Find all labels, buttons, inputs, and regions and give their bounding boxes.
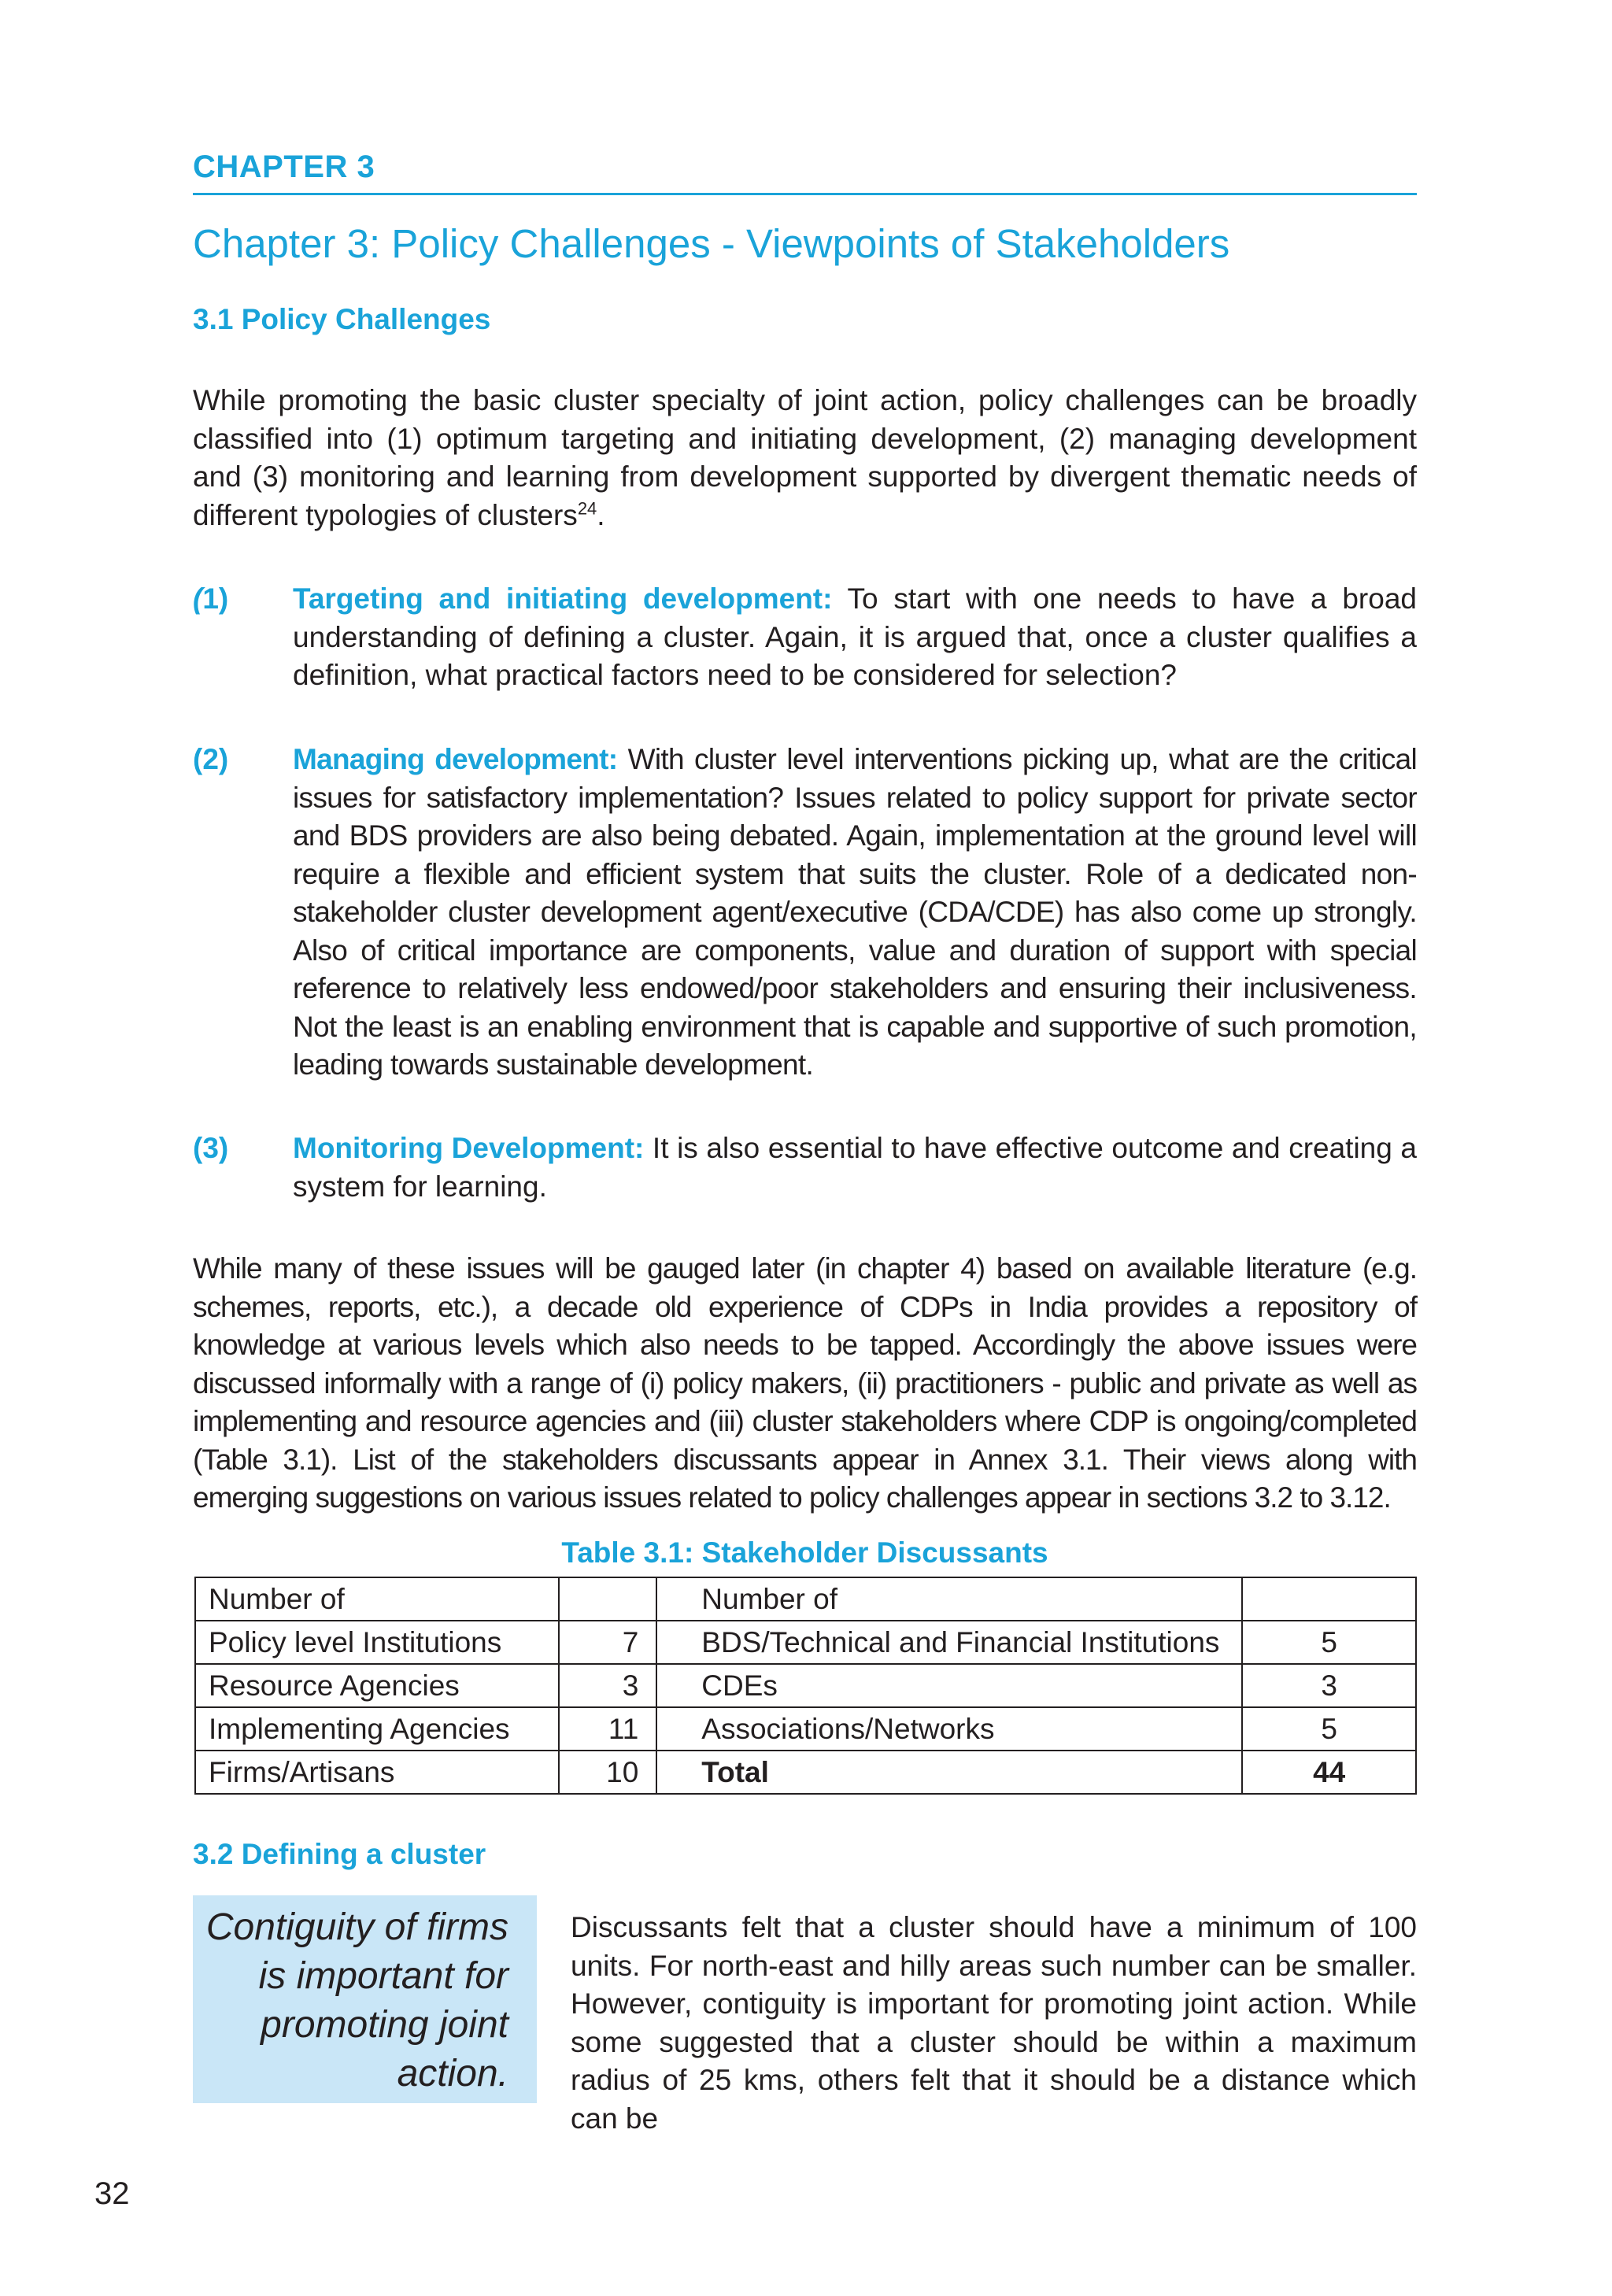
table-cell-category: BDS/Technical and Financial Institutions xyxy=(656,1621,1242,1664)
page-number: 32 xyxy=(94,2176,130,2211)
list-lead-1: Targeting and initiating development: xyxy=(293,582,833,615)
list-number-1 xyxy=(193,580,228,619)
chapter-label: CHAPTER 3 xyxy=(193,150,375,184)
stakeholder-table xyxy=(194,1577,1417,1795)
list-number-1-rest: 1) xyxy=(202,582,229,615)
table-cell-category: Policy level Institutions xyxy=(195,1621,559,1664)
table-cell-category: Resource Agencies xyxy=(195,1664,559,1707)
table-cell-count: 5 xyxy=(1242,1707,1416,1751)
list-number-3: (3) xyxy=(193,1132,229,1164)
intro-paragraph xyxy=(193,382,1417,534)
chapter-title: Chapter 3: Policy Challenges - Viewpoints of Stakeholders xyxy=(193,221,1230,266)
intro-end: . xyxy=(597,498,605,531)
table-cell-count: 7 xyxy=(559,1621,656,1664)
table-cell-count: 3 xyxy=(1242,1664,1416,1707)
list-text-3 xyxy=(293,1130,1417,1206)
list-number-1-paren: ( xyxy=(193,582,203,615)
table-row xyxy=(195,1664,1416,1707)
table-row xyxy=(195,1707,1416,1751)
table-header-left: Number of xyxy=(195,1577,559,1621)
list-body-3: It is also essential to have effective outcome and creating a system for learning. xyxy=(293,1132,1417,1203)
table-cell-category: CDEs xyxy=(656,1664,1242,1707)
list-text-1 xyxy=(293,580,1417,695)
chapter-divider xyxy=(193,193,1417,195)
footnote-ref: 24 xyxy=(577,498,597,519)
table-total-label: Total xyxy=(656,1751,1242,1794)
section-heading-3-1: 3.1 Policy Challenges xyxy=(193,303,491,335)
table-header-left-value xyxy=(559,1577,656,1621)
table-header-right: Number of xyxy=(656,1577,1242,1621)
closing-paragraph: While many of these issues will be gauged later (in chapter 4) based on available literature (e.g. schemes, reports, etc.), a decade old experience of CDPs in India provides a repository of knowledge at various levels which also needs to be tapped. Accordingly the above issues were discussed informally with a range of (i) policy makers, (ii) practitioners - public and private as well as implementing and resource agencies and (iii) cluster stakeholders where CDP is ongoing/completed (Table 3.1). List of the stakeholders discussants appear in Annex 3.1. Their views along with emerging suggestions on various issues related to policy challenges appear in sections 3.2 to 3.12. xyxy=(193,1252,1417,1514)
table-cell-count: 11 xyxy=(559,1707,656,1751)
list-body-1: To start with one needs to have a broad understanding of defining a cluster. Again, it is argued that, once a cluster qualifies a definition, what practical factors need to be considered for selection? xyxy=(293,582,1417,691)
table-title: Table 3.1: Stakeholder Discussants xyxy=(561,1536,1048,1569)
list-body-2: With cluster level interventions picking up, what are the critical issues for satisfactory implementation? Issues related to policy support for private sector and BDS providers are also being debated. Again, implementation at the ground level will require a flexible and efficient system that suits the cluster. Role of a dedicated non-stakeholder cluster development agent/executive (CDA/CDE) has also come up strongly. Also of critical importance are components, value and duration of support with special reference to relatively less endowed/poor stakeholders and ensuring their inclusiveness. Not the least is an enabling environment that is capable and supportive of such promotion, leading towards sustainable development. xyxy=(293,743,1418,1081)
pull-quote-box xyxy=(193,1895,537,2103)
section-heading-3-2: 3.2 Defining a cluster xyxy=(193,1838,486,1870)
table-row xyxy=(195,1621,1416,1664)
table-cell-count: 10 xyxy=(559,1751,656,1794)
list-lead-2: Managing development: xyxy=(293,743,618,775)
table-header-row xyxy=(195,1577,1416,1621)
table-cell-category: Associations/Networks xyxy=(656,1707,1242,1751)
table-cell-category: Implementing Agencies xyxy=(195,1707,559,1751)
table-cell-count: 3 xyxy=(559,1664,656,1707)
pull-quote-text: Contiguity of firms is important for promoting joint action. xyxy=(205,1906,508,2094)
table-cell-count: 5 xyxy=(1242,1621,1416,1664)
list-text-2 xyxy=(293,741,1417,1085)
table-cell-category: Firms/Artisans xyxy=(195,1751,559,1794)
intro-text: While promoting the basic cluster specialty of joint action, policy challenges can be broadly classified into (1) optimum targeting and initiating development, (2) managing development and (3) monitoring and learning from development supported by divergent thematic needs of different typologies of clusters xyxy=(193,384,1417,531)
table-row-total xyxy=(195,1751,1416,1794)
list-lead-3: Monitoring Development: xyxy=(293,1132,645,1164)
cluster-paragraph: Discussants felt that a cluster should have a minimum of 100 units. For north-east and hilly areas such number can be smaller. However, contiguity is important for promoting joint action. While some suggested that a cluster should be within a maximum radius of 25 kms, others felt that it should be a distance which can be xyxy=(571,1911,1417,2135)
list-number-2: (2) xyxy=(193,743,229,775)
table-total-value: 44 xyxy=(1242,1751,1416,1794)
table-header-right-value xyxy=(1242,1577,1416,1621)
